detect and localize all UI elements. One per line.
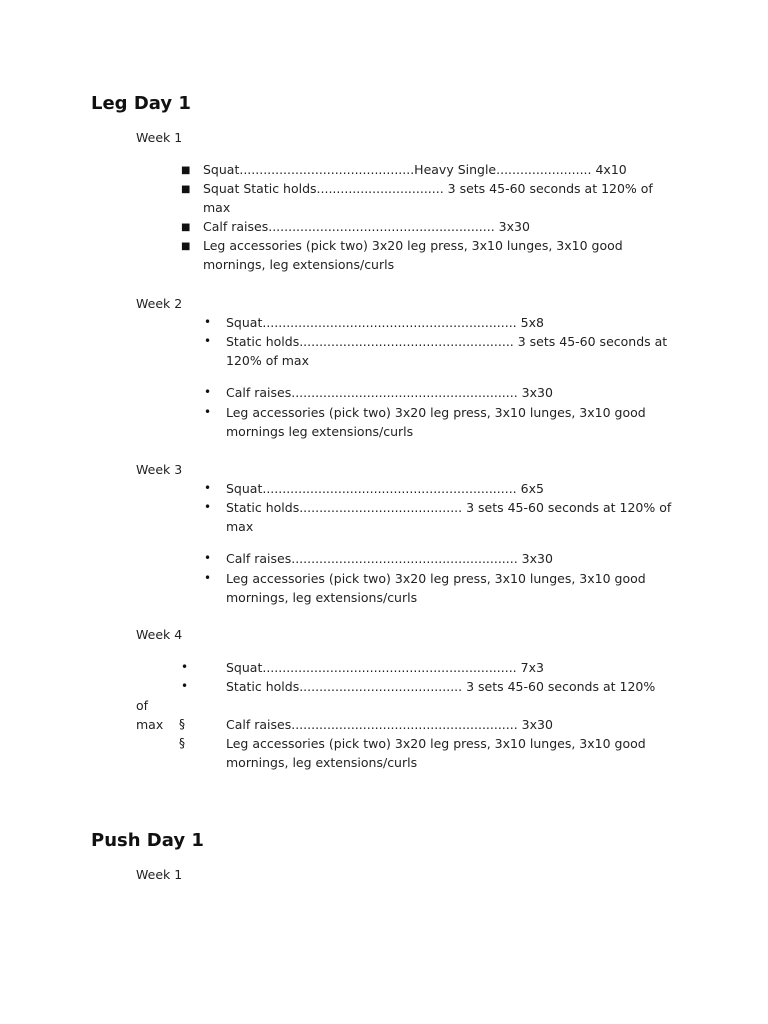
week-label: Week 1 — [136, 867, 183, 882]
list-item-text: Calf raises......................................................... 3x30 — [203, 219, 530, 234]
week-label: Week 2 — [136, 296, 183, 311]
list-item-text: Squat................................................................ 7x3 — [226, 660, 544, 675]
week-label: Week 3 — [136, 462, 183, 477]
dot-bullet-icon: • — [204, 385, 212, 399]
list-item-text: Squat................................................................ 5x8 — [226, 315, 544, 330]
dot-bullet-icon: • — [181, 660, 189, 674]
section-title: Push Day 1 — [91, 830, 204, 851]
list-item-text: Calf raises......................................................... 3x30 — [226, 717, 553, 732]
section-sign-bullet-icon: § — [179, 736, 185, 750]
list-item-text: Static holds......................................... 3 sets 45-60 seconds at 120% — [226, 679, 656, 694]
dot-bullet-icon: • — [204, 571, 212, 585]
list-item-text: Calf raises......................................................... 3x30 — [226, 385, 553, 400]
dot-bullet-icon: • — [204, 315, 212, 329]
list-item-text: Squat Static holds................................ 3 sets 45-60 seconds at 120% of max — [203, 181, 653, 215]
list-item-text: Squat............................................Heavy Single........................ 4x10 — [203, 162, 627, 177]
week-label: Week 1 — [136, 130, 183, 145]
week-label: Week 4 — [136, 627, 183, 642]
dot-bullet-icon: • — [181, 679, 189, 693]
dot-bullet-icon: • — [204, 500, 212, 514]
square-bullet-icon: ■ — [181, 165, 191, 176]
dot-bullet-icon: • — [204, 551, 212, 565]
dot-bullet-icon: • — [204, 481, 212, 495]
section-title: Leg Day 1 — [91, 93, 191, 114]
list-item-text: Squat................................................................ 6x5 — [226, 481, 544, 496]
square-bullet-icon: ■ — [181, 241, 191, 252]
list-item-text-continuation: of max — [136, 698, 164, 732]
dot-bullet-icon: • — [204, 334, 212, 348]
square-bullet-icon: ■ — [181, 184, 191, 195]
list-item-text: Leg accessories (pick two) 3x20 leg press, 3x10 lunges, 3x10 good mornings, leg extensions/curls — [203, 238, 623, 272]
list-item-text: Static holds......................................... 3 sets 45-60 seconds at 120% of max — [226, 500, 672, 534]
list-item-text: Leg accessories (pick two) 3x20 leg press, 3x10 lunges, 3x10 good mornings, leg extensions/curls — [226, 736, 646, 770]
dot-bullet-icon: • — [204, 405, 212, 419]
section-sign-bullet-icon: § — [179, 717, 185, 731]
list-item-text: Leg accessories (pick two) 3x20 leg press, 3x10 lunges, 3x10 good mornings leg extensions/curls — [226, 405, 646, 439]
list-item-text: Static holds...................................................... 3 sets 45-60 seconds at 120% of max — [226, 334, 668, 368]
square-bullet-icon: ■ — [181, 222, 191, 233]
list-item-text: Calf raises......................................................... 3x30 — [226, 551, 553, 566]
list-item-text: Leg accessories (pick two) 3x20 leg press, 3x10 lunges, 3x10 good mornings, leg extensions/curls — [226, 571, 646, 605]
